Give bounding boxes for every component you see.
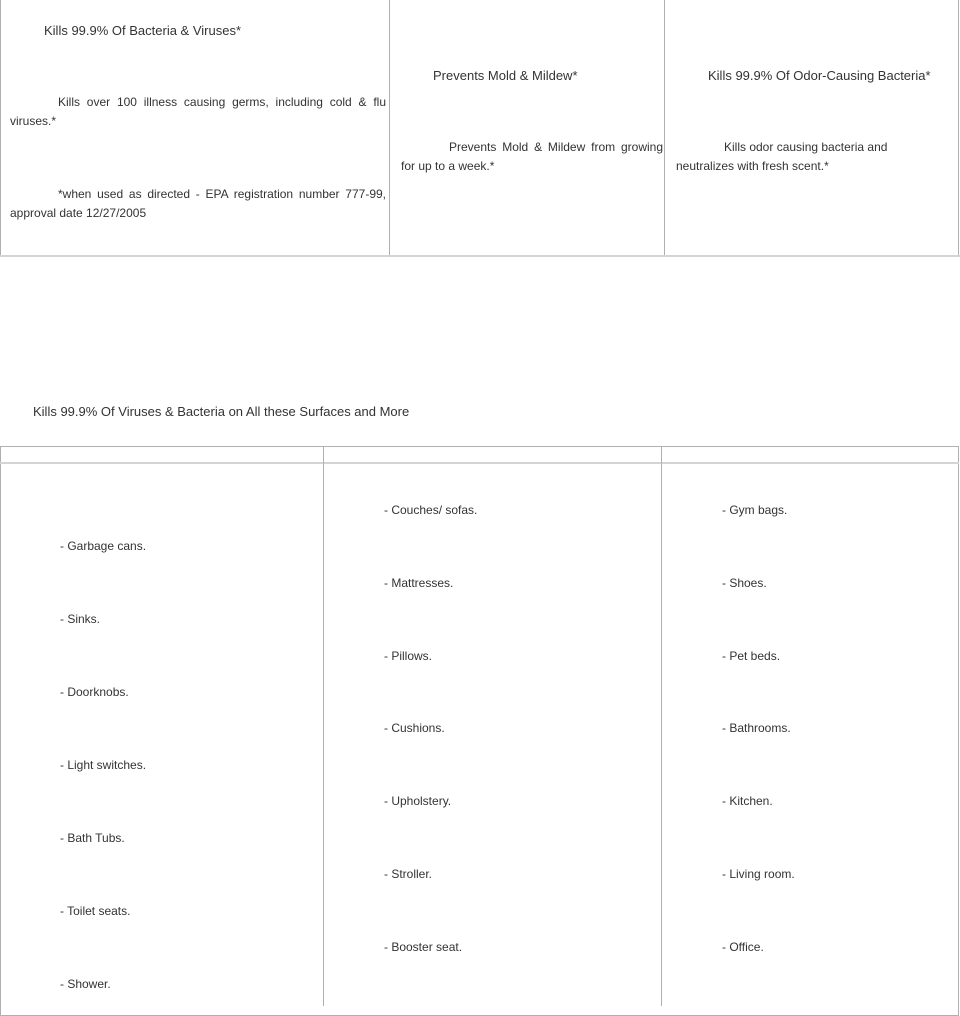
feature-text-bacteria-value: Kills over 100 illness causing germs, including cold & flu viruses.* xyxy=(10,95,386,128)
surface-item: - Shower. xyxy=(60,977,111,991)
surfaces-table xyxy=(0,446,959,1016)
surface-item: - Pet beds. xyxy=(722,649,781,663)
surface-item: - Stroller. xyxy=(384,867,433,881)
feature-text-odor xyxy=(676,138,904,176)
surfaces-header-row-divider xyxy=(0,462,959,464)
surface-item: - Pillows. xyxy=(384,649,433,663)
feature-text-mold xyxy=(401,138,663,176)
surface-item: - Garbage cans. xyxy=(60,539,147,553)
surface-item: - Sinks. xyxy=(60,612,101,626)
surfaces-column-divider-2 xyxy=(661,446,662,1006)
feature-title-odor: Kills 99.9% Of Odor-Causing Bacteria* xyxy=(708,68,931,83)
surface-item: - Booster seat. xyxy=(384,940,463,954)
feature-cell-odor xyxy=(664,0,959,256)
surface-item: - Gym bags. xyxy=(722,503,788,517)
surface-item: - Cushions. xyxy=(384,721,445,735)
surface-item: - Mattresses. xyxy=(384,576,454,590)
surface-item: - Living room. xyxy=(722,867,795,881)
feature-text-bacteria xyxy=(10,93,386,131)
surface-item: - Bath Tubs. xyxy=(60,831,125,845)
surface-item: - Office. xyxy=(722,940,764,954)
feature-table-bottom-border xyxy=(0,255,960,257)
feature-title-mold: Prevents Mold & Mildew* xyxy=(433,68,578,83)
surface-item: - Upholstery. xyxy=(384,794,452,808)
feature-text-mold-value: Prevents Mold & Mildew from growing for up to a week.* xyxy=(401,140,663,173)
surface-item: - Doorknobs. xyxy=(60,685,129,699)
feature-cell-mold xyxy=(389,0,665,256)
surface-item: - Kitchen. xyxy=(722,794,773,808)
surface-item: - Toilet seats. xyxy=(60,904,131,918)
surface-item: - Shoes. xyxy=(722,576,767,590)
surface-item: - Bathrooms. xyxy=(722,721,791,735)
feature-text-odor-value: Kills odor causing bacteria and neutralizes with fresh scent.* xyxy=(676,140,888,173)
feature-note-bacteria xyxy=(10,185,386,223)
feature-note-bacteria-value: *when used as directed - EPA registration number 777-99, approval date 12/27/2005 xyxy=(10,187,386,220)
surface-item: - Couches/ sofas. xyxy=(384,503,478,517)
surfaces-heading: Kills 99.9% Of Viruses & Bacteria on All these Surfaces and More xyxy=(33,404,410,419)
surface-item: - Light switches. xyxy=(60,758,147,772)
feature-title-bacteria: Kills 99.9% Of Bacteria & Viruses* xyxy=(44,23,242,38)
surfaces-column-divider-1 xyxy=(323,446,324,1006)
